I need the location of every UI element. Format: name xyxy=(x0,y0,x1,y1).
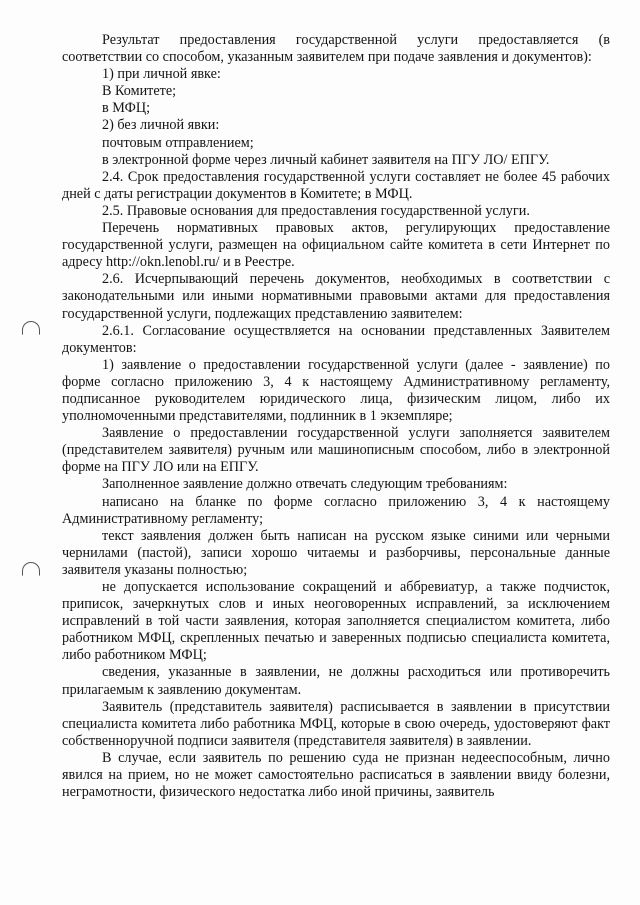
paragraph: не допускается использование сокращений и аббревиатур, а также подчисток, приписок, зачеркнутых слов и иных неоговоренных исправлений, за исключением исправлений в той части заявления, которая заполняется специалистом комитета, либо работником МФЦ, скрепленных печатью и заверенных подписью специалиста комитета, либо работником МФЦ; xyxy=(62,579,610,664)
paragraph: написано на бланке по форме согласно приложению 3, 4 к настоящему Административному регламенту; xyxy=(62,493,610,527)
paragraph: 2.6. Исчерпывающий перечень документов, необходимых в соответствии с законодательными или иными нормативными правовыми актами для предоставления государственной услуги, подлежащих представлению заявителем: xyxy=(62,271,610,322)
list-item: 1) при личной явке: xyxy=(102,66,221,83)
document-body xyxy=(62,32,610,801)
paragraph: Заявитель (представитель заявителя) расписывается в заявлении в присутствии специалиста комитета либо работника МФЦ, которые в свою очередь, удостоверяют факт собственноручной подписи заявителя (представителя заявителя) в заявлении. xyxy=(62,698,610,749)
paragraph: 1) заявление о предоставлении государственной услуги (далее - заявление) по форме согласно приложению 3, 4 к настоящему Административному регламенту, подписанное руководителем юридического лица, физическим лицом, либо их уполномоченными представителями, подлинник в 1 экземпляре; xyxy=(62,356,610,425)
paragraph: 2.6.1. Согласование осуществляется на основании представленных Заявителем документов: xyxy=(62,322,610,356)
list-item: 2) без личной явки: xyxy=(102,117,220,134)
paragraph: Заявление о предоставлении государственной услуги заполняется заявителем (представителем заявителя) ручным или машинописным способом, либо в электронной форме на ПГУ ЛО или на ЕПГУ. xyxy=(62,425,610,476)
paragraph: Перечень нормативных правовых актов, регулирующих предоставление государственной услуги, размещен на официальном сайте комитета в сети Интернет по адресу http://okn.lenobl.ru/ и в Реестре. xyxy=(62,220,610,271)
paragraph: сведения, указанные в заявлении, не должны расходиться или противоречить прилагаемым к заявлению документам. xyxy=(62,664,610,698)
punch-hole-mark xyxy=(22,321,40,335)
paragraph: Заполненное заявление должно отвечать следующим требованиям: xyxy=(102,476,508,493)
paragraph: Результат предоставления государственной услуги предоставляется (в соответствии со способом, указанным заявителем при подаче заявления и документов): xyxy=(62,32,610,66)
list-item: В Комитете; xyxy=(102,83,177,100)
paragraph: 2.5. Правовые основания для предоставления государственной услуги. xyxy=(102,202,530,219)
list-item: в МФЦ; xyxy=(102,100,151,117)
punch-hole-mark xyxy=(22,562,40,576)
paragraph: 2.4. Срок предоставления государственной услуги составляет не более 45 рабочих дней с даты регистрации документов в Комитете; в МФЦ. xyxy=(62,168,610,202)
paragraph: текст заявления должен быть написан на русском языке синими или черными чернилами (пастой), записи хорошо читаемы и разборчивы, персональные данные заявителя указаны полностью; xyxy=(62,527,610,578)
paragraph: В случае, если заявитель по решению суда не признан недееспособным, лично явился на прием, но не может самостоятельно расписаться в заявлении ввиду болезни, неграмотности, физического недостатка либо иной причины, заявитель xyxy=(62,749,610,801)
list-item: в электронной форме через личный кабинет заявителя на ПГУ ЛО/ ЕПГУ. xyxy=(102,151,550,168)
list-item: почтовым отправлением; xyxy=(102,134,254,151)
